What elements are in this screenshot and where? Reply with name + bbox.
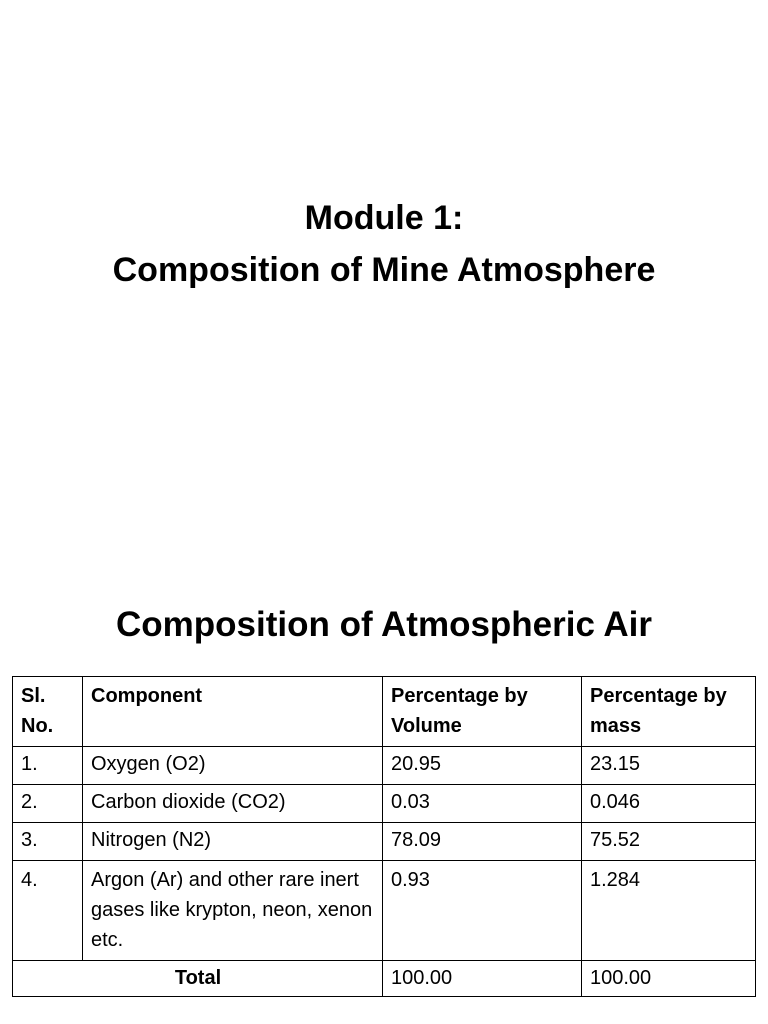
- table-header-row: [13, 677, 756, 747]
- cell-sl: 2.: [13, 785, 83, 823]
- table-row: [13, 861, 756, 961]
- module-title-line1: Module 1:: [304, 199, 464, 237]
- table-row: [13, 823, 756, 861]
- cell-sl: 4.: [13, 861, 83, 961]
- header-sl-no: Sl. No.: [13, 677, 83, 747]
- header-volume: Percentage by Volume: [383, 677, 582, 747]
- total-volume: 100.00: [383, 961, 582, 997]
- cell-mass: 75.52: [582, 823, 756, 861]
- module-title-line2: Composition of Mine Atmosphere: [112, 251, 656, 289]
- total-label: Total: [13, 961, 383, 997]
- table-row: [13, 785, 756, 823]
- cell-mass: 1.284: [582, 861, 756, 961]
- cell-volume: 0.93: [383, 861, 582, 961]
- cell-component: Oxygen (O2): [83, 747, 383, 785]
- cell-volume: 20.95: [383, 747, 582, 785]
- cell-component: Nitrogen (N2): [83, 823, 383, 861]
- table-total-row: [13, 961, 756, 997]
- cell-mass: 0.046: [582, 785, 756, 823]
- total-mass: 100.00: [582, 961, 756, 997]
- header-component: Component: [83, 677, 383, 747]
- cell-sl: 3.: [13, 823, 83, 861]
- header-mass: Percentage by mass: [582, 677, 756, 747]
- cell-component: Argon (Ar) and other rare inert gases like krypton, neon, xenon etc.: [83, 861, 383, 961]
- cell-sl: 1.: [13, 747, 83, 785]
- table-row: [13, 747, 756, 785]
- table-title: Composition of Atmospheric Air: [115, 605, 653, 644]
- composition-table: [12, 676, 756, 997]
- cell-component: Carbon dioxide (CO2): [83, 785, 383, 823]
- cell-mass: 23.15: [582, 747, 756, 785]
- cell-volume: 78.09: [383, 823, 582, 861]
- module-title: [0, 192, 768, 296]
- cell-volume: 0.03: [383, 785, 582, 823]
